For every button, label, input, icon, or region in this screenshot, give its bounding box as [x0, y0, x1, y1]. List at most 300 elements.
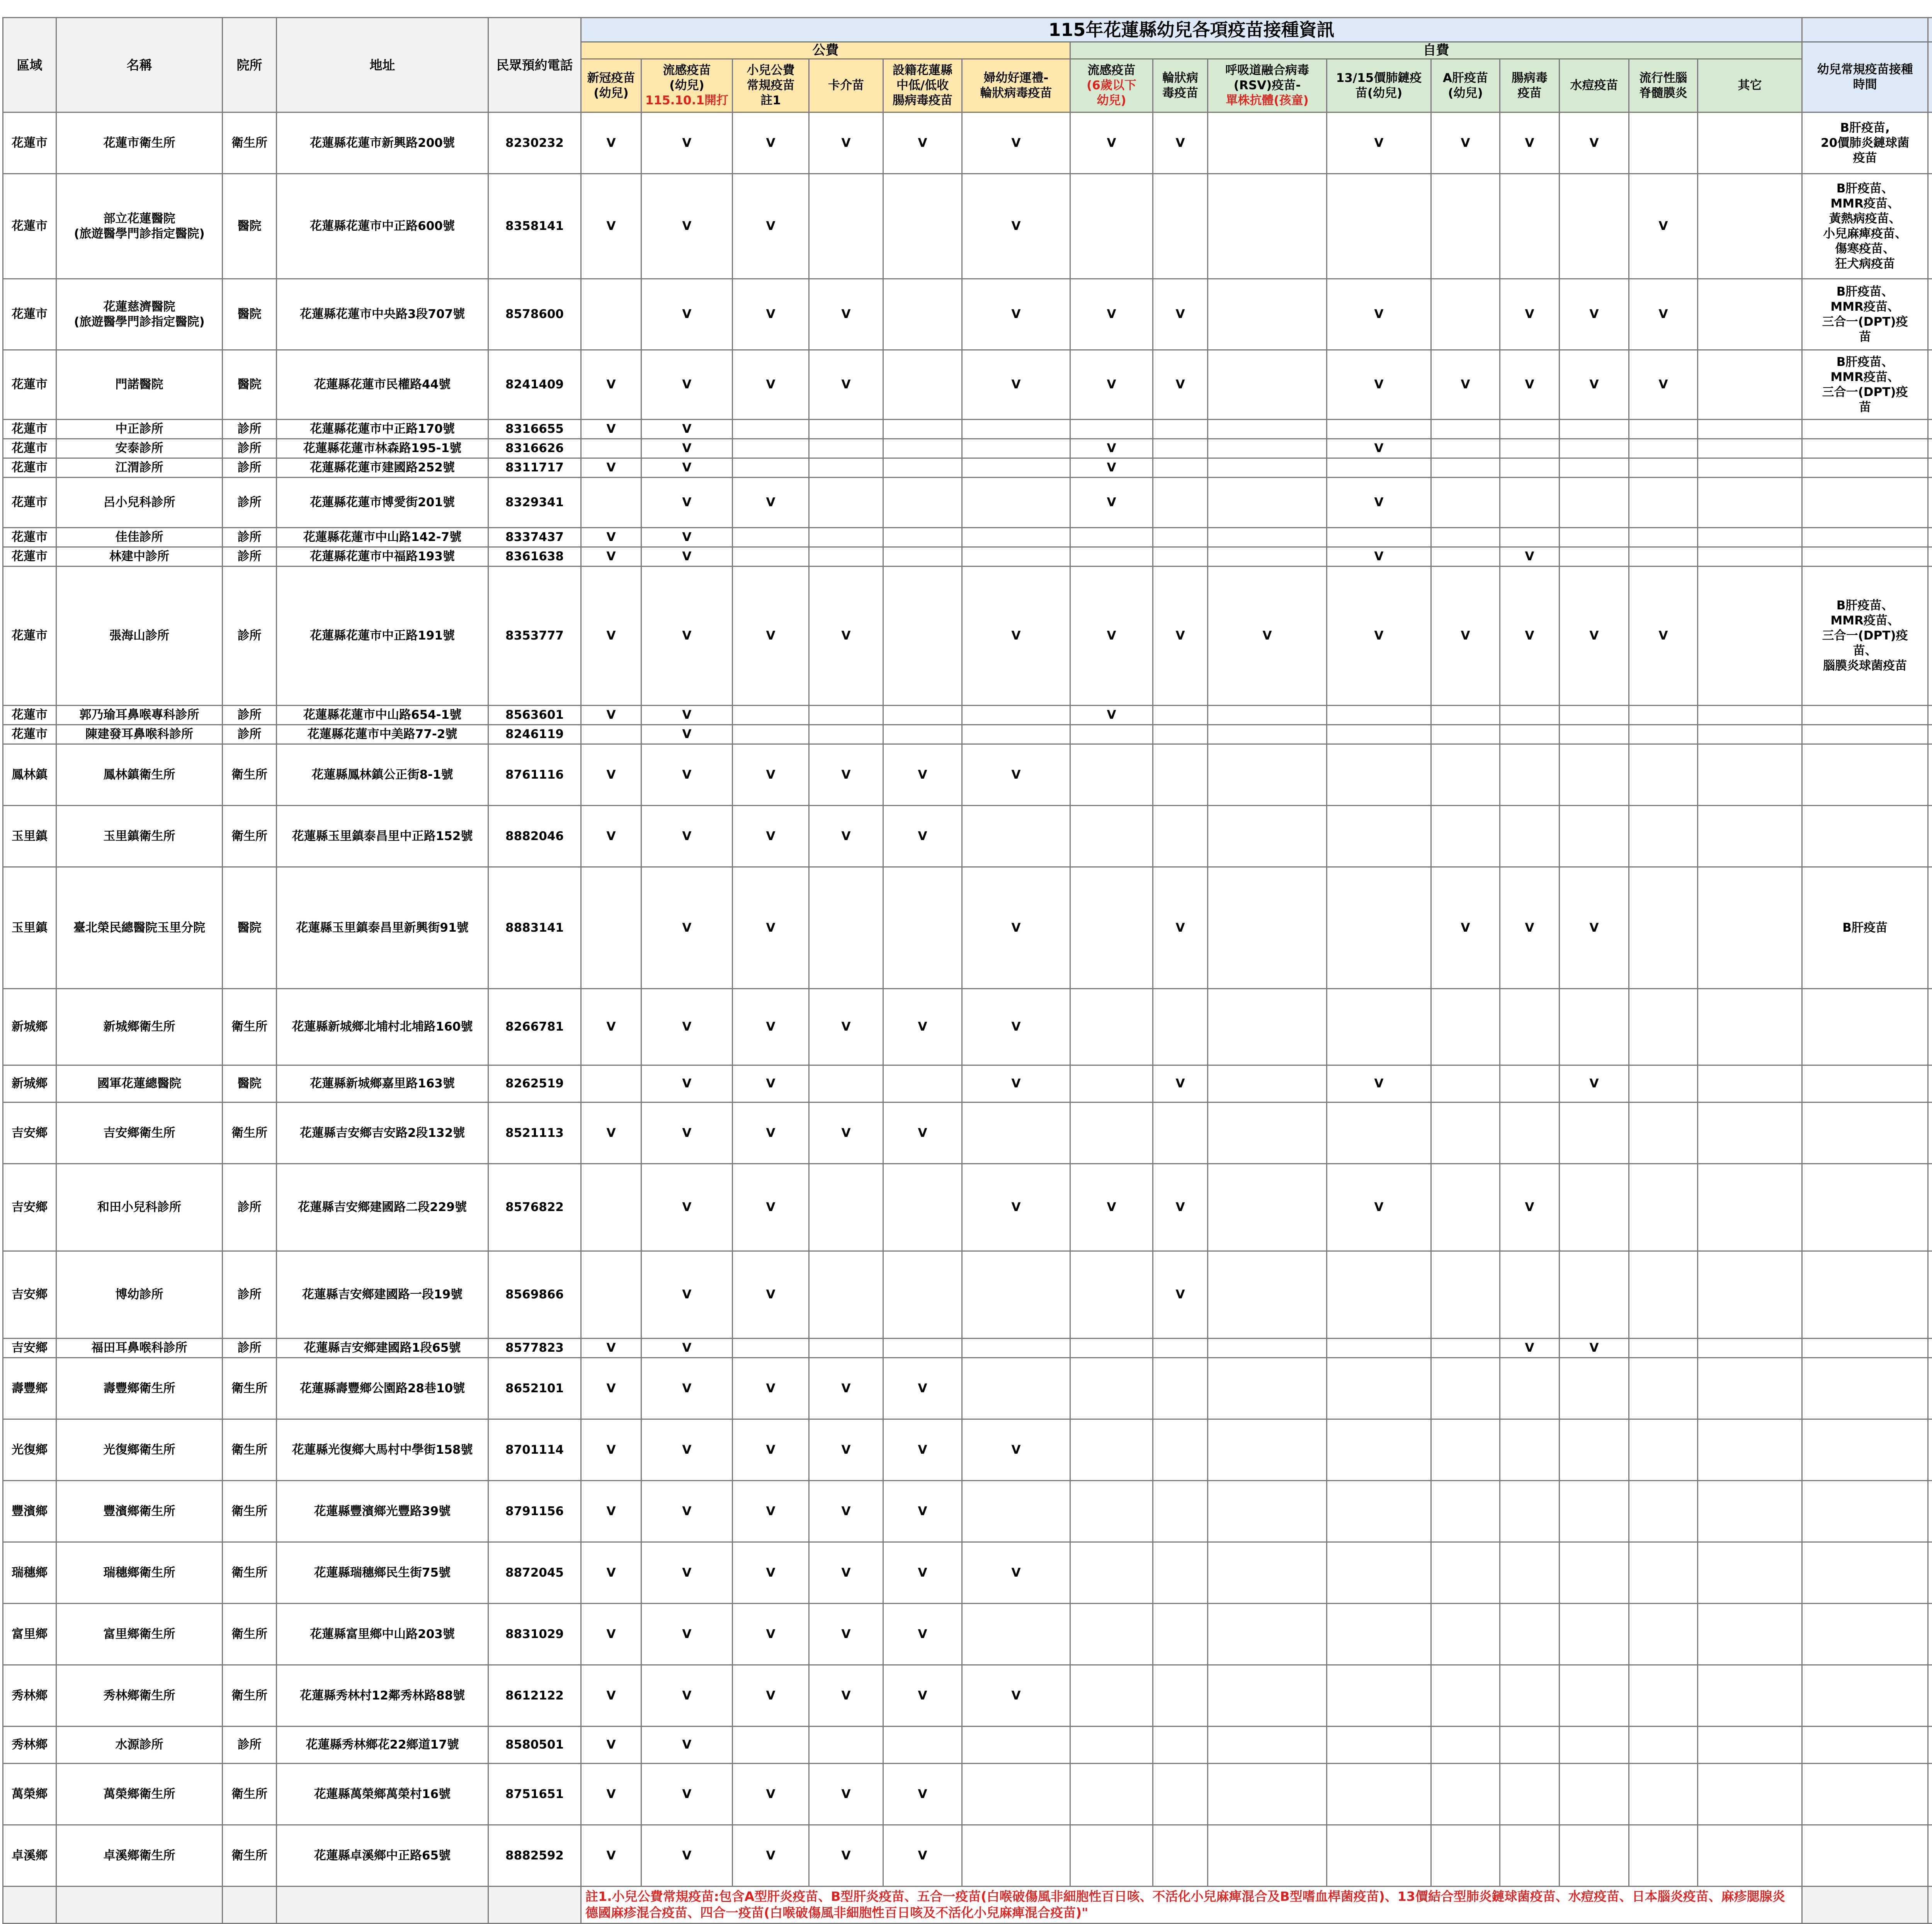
cell-mark: V: [1629, 566, 1698, 706]
cell-mark: [1698, 1065, 1802, 1102]
cell-mark: V: [883, 806, 962, 867]
cell-area: 豐濱鄉: [3, 1481, 56, 1542]
cell-mark: [1327, 1481, 1431, 1542]
cell-name: [56, 706, 223, 725]
table-row: [3, 420, 1932, 439]
cell-mark: [1629, 547, 1698, 566]
cell-mark: [809, 1065, 883, 1102]
cell-name: [56, 1065, 223, 1102]
cell-mark: [883, 1339, 962, 1358]
cell-line: 小兒麻痺疫苗、: [1805, 226, 1925, 242]
cell-line: B肝疫苗、: [1805, 284, 1925, 299]
cell-mark: V: [581, 350, 641, 420]
cell-mark: [1070, 174, 1153, 279]
cell-mark: [1698, 1419, 1802, 1481]
cell-mark: [733, 420, 809, 439]
cell-mark: V: [641, 1825, 733, 1887]
cell-phone: 8791156: [488, 1481, 581, 1542]
cell-area: 花蓮市: [3, 279, 56, 350]
cell-mark: [1560, 547, 1629, 566]
cell-mark: V: [809, 279, 883, 350]
cell-mark: [1431, 1419, 1500, 1481]
page-title: 115年花蓮縣幼兒各項疫苗接種資訊: [581, 18, 1802, 42]
cell-phone: 8230232: [488, 112, 581, 174]
cell-mark: [1431, 547, 1500, 566]
cell-type: 診所: [223, 547, 277, 566]
cell-area: 吉安鄉: [3, 1339, 56, 1358]
cell-mark: [1500, 1102, 1560, 1164]
cell-phone: 8353777: [488, 566, 581, 706]
cell-type: 診所: [223, 566, 277, 706]
cell-area: 花蓮市: [3, 725, 56, 744]
cell-mark: [1431, 1339, 1500, 1358]
cell-mark: [883, 350, 962, 420]
cell-mark: [1500, 1358, 1560, 1419]
table-row: [3, 744, 1932, 806]
cell-mark: [809, 1339, 883, 1358]
cell-mark: V: [1500, 350, 1560, 420]
cell-mark: [1070, 1604, 1153, 1665]
header-self-3: [1327, 59, 1431, 112]
cell-mark: V: [641, 744, 733, 806]
cell-area: 光復鄉: [3, 1419, 56, 1481]
cell-mark: [1629, 744, 1698, 806]
cell-mark: V: [733, 1251, 809, 1339]
cell-mark: V: [1153, 279, 1208, 350]
cell-mark: V: [581, 1339, 641, 1358]
cell-mark: [962, 1604, 1070, 1665]
cell-name: [56, 528, 223, 547]
cell-mark: V: [733, 566, 809, 706]
cell-mark: V: [1560, 1065, 1629, 1102]
cell-mark: [962, 1251, 1070, 1339]
cell-address: 花蓮縣花蓮市中央路3段707號: [277, 279, 488, 350]
cell-mark: [962, 1727, 1070, 1764]
cell-mark: [1208, 1481, 1327, 1542]
cell-mark: [1431, 478, 1500, 528]
cell-mark: [1698, 478, 1802, 528]
cell-mark: [1560, 1481, 1629, 1542]
cell-other: [1802, 439, 1928, 458]
cell-mark: [1070, 1764, 1153, 1825]
cell-mark: V: [641, 1339, 733, 1358]
table-row: [3, 1164, 1932, 1251]
cell-other: [1802, 112, 1928, 174]
cell-name: [56, 1102, 223, 1164]
cell-area: 花蓮市: [3, 420, 56, 439]
cell-mark: [883, 174, 962, 279]
header-public-1: [641, 59, 733, 112]
cell-mark: V: [641, 1102, 733, 1164]
cell-mark: V: [1500, 1339, 1560, 1358]
cell-regular-time: [1928, 174, 1932, 279]
cell-mark: V: [733, 744, 809, 806]
cell-regular-time: [1928, 1604, 1932, 1665]
cell-type: 診所: [223, 706, 277, 725]
cell-mark: [1698, 1251, 1802, 1339]
cell-mark: V: [883, 1481, 962, 1542]
cell-address: 花蓮縣花蓮市建國路252號: [277, 458, 488, 478]
cell-name: [56, 547, 223, 566]
cell-regular-time: [1928, 1102, 1932, 1164]
cell-address: 花蓮縣秀林鄉花22鄉道17號: [277, 1727, 488, 1764]
cell-mark: [1431, 1358, 1500, 1419]
cell-name: [56, 1358, 223, 1419]
cell-regular-time: [1928, 867, 1932, 989]
cell-line: B肝疫苗、: [1805, 598, 1925, 613]
cell-area: 吉安鄉: [3, 1164, 56, 1251]
cell-phone: 8358141: [488, 174, 581, 279]
cell-address: 花蓮縣花蓮市中正路191號: [277, 566, 488, 706]
cell-mark: [1208, 1164, 1327, 1251]
cell-area: 花蓮市: [3, 528, 56, 547]
cell-phone: 8882046: [488, 806, 581, 867]
cell-mark: V: [641, 439, 733, 458]
cell-mark: V: [1629, 350, 1698, 420]
cell-mark: V: [809, 350, 883, 420]
cell-mark: [1153, 1665, 1208, 1727]
cell-mark: V: [962, 1665, 1070, 1727]
cell-mark: [1629, 1419, 1698, 1481]
cell-line: 呼吸道融合病毒: [1211, 63, 1324, 78]
cell-mark: V: [1560, 867, 1629, 989]
cell-mark: V: [641, 279, 733, 350]
cell-line: 輪狀病毒疫苗: [965, 86, 1067, 101]
cell-mark: V: [1431, 867, 1500, 989]
cell-line: 疫苗: [1805, 151, 1925, 166]
cell-other: [1802, 1727, 1928, 1764]
cell-line: MMR疫苗、: [1805, 370, 1925, 385]
cell-mark: V: [809, 806, 883, 867]
cell-mark: [1070, 744, 1153, 806]
cell-regular-time: [1928, 1358, 1932, 1419]
cell-other: [1802, 1764, 1928, 1825]
cell-mark: [1431, 528, 1500, 547]
cell-other: [1802, 566, 1928, 706]
cell-mark: [1208, 867, 1327, 989]
cell-line: 中低/低收: [886, 78, 959, 93]
cell-mark: [1208, 112, 1327, 174]
cell-mark: [883, 478, 962, 528]
cell-mark: V: [641, 420, 733, 439]
cell-mark: [1153, 989, 1208, 1065]
cell-mark: [1431, 1065, 1500, 1102]
cell-mark: [809, 1727, 883, 1764]
cell-mark: V: [962, 566, 1070, 706]
cell-mark: V: [1153, 1065, 1208, 1102]
cell-mark: V: [641, 1164, 733, 1251]
cell-phone: 8361638: [488, 547, 581, 566]
cell-mark: [581, 478, 641, 528]
cell-mark: [1698, 439, 1802, 458]
cell-mark: V: [809, 112, 883, 174]
cell-line: 輪狀病: [1156, 71, 1205, 86]
cell-mark: [1070, 1665, 1153, 1727]
cell-regular-time: [1928, 566, 1932, 706]
cell-mark: V: [1070, 706, 1153, 725]
cell-other: [1802, 1251, 1928, 1339]
cell-mark: [1629, 1358, 1698, 1419]
note-spacer: [1928, 1887, 1932, 1924]
cell-mark: [1070, 1358, 1153, 1419]
cell-area: 花蓮市: [3, 478, 56, 528]
cell-mark: [1698, 1764, 1802, 1825]
cell-mark: [1500, 1604, 1560, 1665]
cell-mark: [1500, 1542, 1560, 1604]
note-spacer: [488, 1887, 581, 1924]
cell-address: 花蓮縣花蓮市中美路77-2號: [277, 725, 488, 744]
cell-mark: [733, 1339, 809, 1358]
cell-mark: [1560, 1419, 1629, 1481]
cell-mark: V: [641, 566, 733, 706]
cell-mark: V: [883, 112, 962, 174]
cell-line: 光復鄉衛生所: [59, 1443, 219, 1458]
cell-mark: [1500, 439, 1560, 458]
cell-mark: [1327, 174, 1431, 279]
cell-name: [56, 439, 223, 458]
cell-area: 花蓮市: [3, 566, 56, 706]
header-public-5: [962, 59, 1070, 112]
cell-line: 13/15價肺鏈疫: [1330, 71, 1428, 86]
cell-area: 富里鄉: [3, 1604, 56, 1665]
cell-regular-time: [1928, 112, 1932, 174]
cell-mark: [1629, 1065, 1698, 1102]
cell-mark: [1629, 1251, 1698, 1339]
cell-line: 苗(幼兒): [1330, 86, 1428, 101]
cell-mark: [1208, 806, 1327, 867]
table-row: [3, 1102, 1932, 1164]
cell-mark: V: [581, 1481, 641, 1542]
header-area: 區域: [3, 18, 56, 112]
cell-mark: [733, 439, 809, 458]
cell-mark: [1431, 989, 1500, 1065]
cell-mark: [883, 1251, 962, 1339]
cell-mark: V: [733, 279, 809, 350]
cell-line: 張海山診所: [59, 628, 219, 643]
cell-line: 花蓮市衛生所: [59, 136, 219, 151]
cell-mark: V: [641, 112, 733, 174]
cell-line: 陳建發耳鼻喉科診所: [59, 727, 219, 742]
cell-mark: [1327, 1764, 1431, 1825]
cell-line: 安泰診所: [59, 441, 219, 456]
cell-mark: [1560, 174, 1629, 279]
cell-mark: [1070, 547, 1153, 566]
cell-area: 花蓮市: [3, 174, 56, 279]
cell-line: 卡介苗: [812, 78, 880, 93]
cell-mark: V: [641, 1764, 733, 1825]
cell-mark: [1629, 112, 1698, 174]
cell-mark: [1629, 989, 1698, 1065]
cell-mark: [1698, 744, 1802, 806]
cell-line: 狂犬病疫苗: [1805, 257, 1925, 272]
cell-mark: V: [1500, 1164, 1560, 1251]
cell-mark: [1431, 174, 1500, 279]
cell-mark: [1070, 1065, 1153, 1102]
cell-mark: [1500, 528, 1560, 547]
cell-name: [56, 458, 223, 478]
cell-mark: V: [1327, 439, 1431, 458]
header-self-7: [1629, 59, 1698, 112]
cell-mark: [1560, 1604, 1629, 1665]
table-row: [3, 528, 1932, 547]
cell-mark: [1431, 458, 1500, 478]
cell-other: [1802, 867, 1928, 989]
cell-mark: [1629, 1481, 1698, 1542]
cell-type: 診所: [223, 1164, 277, 1251]
cell-mark: [1698, 547, 1802, 566]
cell-mark: V: [1500, 566, 1560, 706]
cell-mark: [1208, 1065, 1327, 1102]
cell-phone: 8761116: [488, 744, 581, 806]
group-self: 自費: [1070, 42, 1802, 59]
cell-phone: 8337437: [488, 528, 581, 547]
cell-mark: [1560, 1542, 1629, 1604]
cell-phone: 8577823: [488, 1339, 581, 1358]
cell-type: 衛生所: [223, 1764, 277, 1825]
cell-other: [1802, 279, 1928, 350]
header-public-0: [581, 59, 641, 112]
cell-mark: V: [1560, 350, 1629, 420]
cell-mark: [883, 1065, 962, 1102]
cell-regular-time: [1928, 528, 1932, 547]
cell-mark: [1153, 1727, 1208, 1764]
cell-mark: [1153, 1358, 1208, 1419]
cell-mark: [1208, 1542, 1327, 1604]
group-public: 公費: [581, 42, 1070, 59]
cell-mark: [1560, 706, 1629, 725]
cell-mark: [1500, 1251, 1560, 1339]
cell-line: 部立花蓮醫院: [59, 211, 219, 226]
cell-mark: V: [581, 547, 641, 566]
cell-name: [56, 420, 223, 439]
cell-name: [56, 1542, 223, 1604]
cell-regular-time: [1928, 458, 1932, 478]
cell-mark: [1431, 1102, 1500, 1164]
cell-mark: [1327, 1727, 1431, 1764]
header-regular-time: 幼兒常規疫苗接種 時間: [1802, 42, 1928, 112]
cell-regular-time: [1928, 1419, 1932, 1481]
cell-phone: 8612122: [488, 1665, 581, 1727]
cell-line: 吉安鄉衛生所: [59, 1126, 219, 1141]
cell-mark: [1327, 1665, 1431, 1727]
cell-regular-time: [1928, 1164, 1932, 1251]
cell-mark: V: [962, 279, 1070, 350]
cell-mark: [1500, 1764, 1560, 1825]
cell-mark: [1327, 420, 1431, 439]
cell-line: 小兒公費: [735, 63, 806, 78]
cell-type: 衛生所: [223, 1419, 277, 1481]
cell-phone: 8246119: [488, 725, 581, 744]
note-spacer: [3, 1887, 56, 1924]
cell-mark: V: [883, 1665, 962, 1727]
cell-mark: [1698, 1665, 1802, 1727]
cell-area: 吉安鄉: [3, 1251, 56, 1339]
cell-line: 腸病毒疫苗: [886, 93, 959, 108]
cell-other: [1802, 1604, 1928, 1665]
cell-line: 秀林鄉衛生所: [59, 1688, 219, 1703]
cell-mark: [1208, 1764, 1327, 1825]
cell-line: 郭乃瑜耳鼻喉專科診所: [59, 708, 219, 723]
cell-other: [1802, 989, 1928, 1065]
cell-mark: V: [1153, 350, 1208, 420]
cell-mark: V: [733, 1542, 809, 1604]
cell-mark: V: [1560, 279, 1629, 350]
cell-mark: [1500, 1665, 1560, 1727]
header-self-6: [1560, 59, 1629, 112]
cell-mark: [1560, 1164, 1629, 1251]
cell-mark: V: [733, 1419, 809, 1481]
cell-mark: V: [641, 1358, 733, 1419]
cell-mark: V: [641, 478, 733, 528]
cell-mark: V: [1208, 566, 1327, 706]
cell-mark: [1698, 174, 1802, 279]
cell-mark: [1153, 706, 1208, 725]
cell-address: 花蓮縣瑞穗鄉民生街75號: [277, 1542, 488, 1604]
cell-line: 三合一(DPT)疫: [1805, 315, 1925, 330]
cell-name: [56, 1339, 223, 1358]
cell-line: 毒疫苗: [1156, 86, 1205, 101]
cell-mark: [1629, 420, 1698, 439]
cell-mark: V: [733, 989, 809, 1065]
cell-line: 流感疫苗: [644, 63, 730, 78]
cell-mark: [1698, 566, 1802, 706]
cell-address: 花蓮縣豐濱鄉光豐路39號: [277, 1481, 488, 1542]
cell-mark: V: [1070, 439, 1153, 458]
cell-line: (幼兒): [644, 78, 730, 93]
cell-name: [56, 1481, 223, 1542]
cell-mark: [1629, 1339, 1698, 1358]
cell-mark: [1208, 1251, 1327, 1339]
cell-regular-time: [1928, 806, 1932, 867]
table-row: [3, 725, 1932, 744]
cell-area: 花蓮市: [3, 547, 56, 566]
cell-address: 花蓮縣吉安鄉吉安路2段132號: [277, 1102, 488, 1164]
cell-name: [56, 725, 223, 744]
cell-area: 新城鄉: [3, 989, 56, 1065]
cell-mark: V: [581, 1542, 641, 1604]
cell-regular-time: [1928, 1065, 1932, 1102]
cell-mark: [1698, 1339, 1802, 1358]
cell-line: 呂小兒科診所: [59, 495, 219, 510]
header-public-2: [733, 59, 809, 112]
cell-mark: [1500, 1419, 1560, 1481]
cell-mark: [1327, 458, 1431, 478]
cell-mark: V: [641, 1251, 733, 1339]
cell-mark: V: [1070, 279, 1153, 350]
cell-other: [1802, 1542, 1928, 1604]
cell-mark: [962, 420, 1070, 439]
cell-mark: [1327, 706, 1431, 725]
cell-mark: [581, 279, 641, 350]
cell-mark: [1327, 1358, 1431, 1419]
cell-type: 醫院: [223, 279, 277, 350]
cell-mark: [809, 528, 883, 547]
cell-mark: [1208, 744, 1327, 806]
cell-mark: [581, 867, 641, 989]
header-self-1: [1153, 59, 1208, 112]
cell-regular-time: [1928, 279, 1932, 350]
cell-area: 新城鄉: [3, 1065, 56, 1102]
cell-mark: V: [641, 528, 733, 547]
cell-mark: [962, 439, 1070, 458]
cell-address: 花蓮縣壽豐鄉公園路28巷10號: [277, 1358, 488, 1419]
cell-line: 博幼診所: [59, 1287, 219, 1302]
cell-mark: [1431, 420, 1500, 439]
cell-mark: [962, 528, 1070, 547]
cell-line: 常規疫苗: [735, 78, 806, 93]
cell-area: 花蓮市: [3, 112, 56, 174]
cell-line: 黃熱病疫苗、: [1805, 211, 1925, 226]
